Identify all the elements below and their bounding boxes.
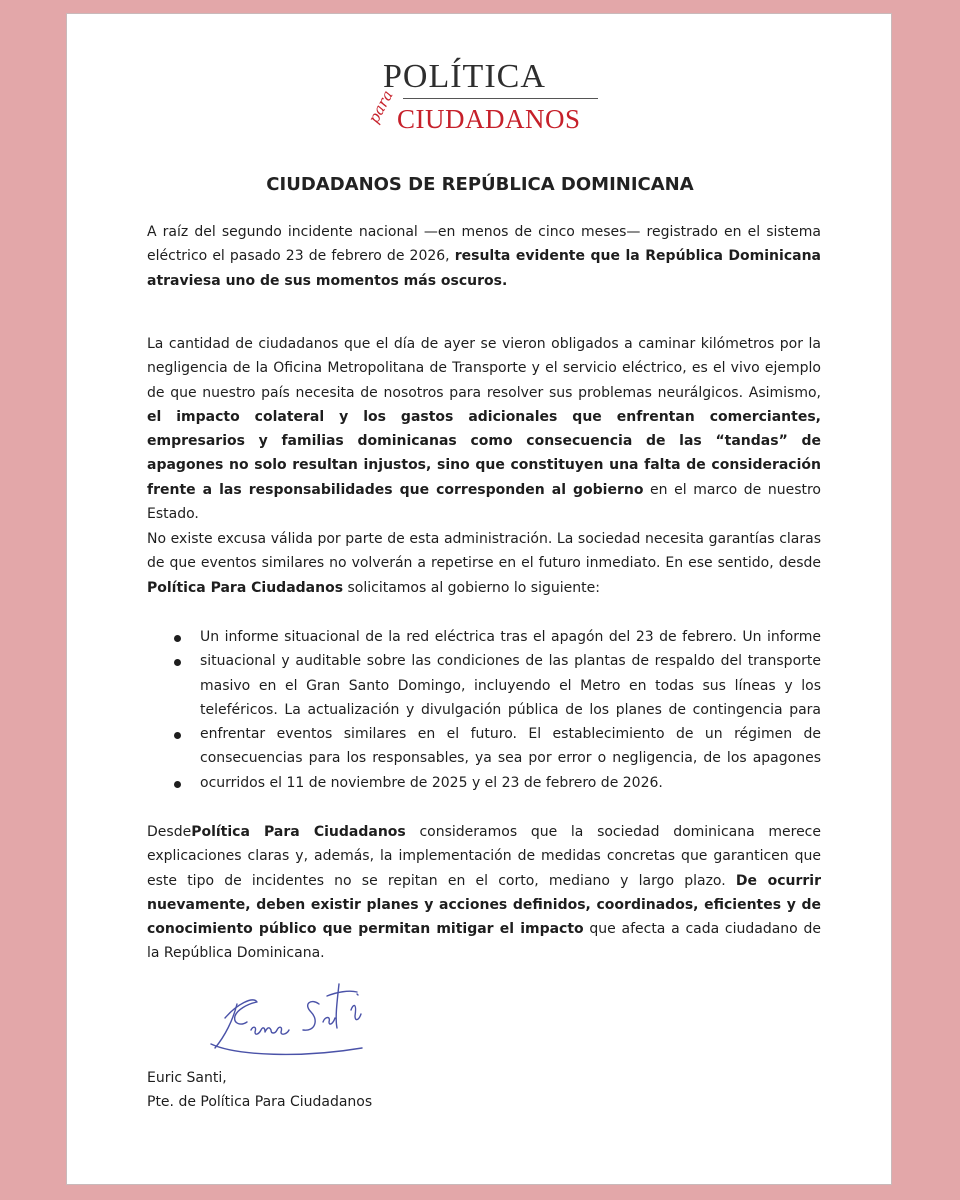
logo-word-politica: POLÍTICA <box>383 58 546 95</box>
paragraph-conclusion-text-1: Desde <box>147 824 192 840</box>
paragraph-demands-intro <box>147 527 821 600</box>
paragraph-conclusion <box>147 820 821 966</box>
paragraph-conclusion-text-2: consideramos que la sociedad dominicana merece explicaciones claras y, además, la implementación de medidas concretas que garanticen que este tipo de incidentes no se repitan en el corto, mediano y largo plazo. <box>147 824 821 889</box>
paragraph-impact-text-1: La cantidad de ciudadanos que el día de ayer se vieron obligados a caminar kilómetros por la negligencia de la Oficina Metropolitana de Transporte y el servicio eléctrico, es el vivo ejemplo de que nuestro país necesita de nosotros para resolver sus problemas neurálgicos. Asimismo, <box>147 336 821 401</box>
logo-word-para: para <box>364 87 397 127</box>
signer-name: Euric Santi, <box>147 1070 227 1086</box>
logo-divider <box>403 98 598 99</box>
handwritten-signature <box>207 964 377 1064</box>
paragraph-demands-org-name: Política Para Ciudadanos <box>147 579 344 596</box>
bullet-dot <box>174 732 181 739</box>
paragraph-conclusion-text-3: que afecta a cada ciudadano de la República Dominicana. <box>147 921 821 962</box>
letter-title: CIUDADANOS DE REPÚBLICA DOMINICANA <box>266 174 694 195</box>
bullet-dot <box>174 635 181 642</box>
paragraph-conclusion-org-name: Política Para Ciudadanos <box>191 824 406 840</box>
bullet-dot <box>174 659 181 666</box>
paragraph-intro-text: A raíz del segundo incidente nacional —en menos de cinco meses— registrado en el sistema eléctrico el pasado 23 de febrero de 2026, <box>147 224 821 265</box>
paragraph-impact-text-2: en el marco de nuestro Estado. <box>147 481 822 523</box>
signer-role: Pte. de Política Para Ciudadanos <box>147 1094 373 1110</box>
paragraph-conclusion-bold: De ocurrir nuevamente, deben existir planes y acciones definidos, coordinados, eficientes y de conocimiento público que permitan mitigar el impacto <box>147 872 821 938</box>
paragraph-impact <box>147 332 821 526</box>
requests-list: Un informe situacional de la red eléctrica tras el apagón del 23 de febrero. Un informe situacional y auditable sobre las condiciones de las plantas de respaldo del transporte masivo en el Gran Santo Domingo, incluyendo el Metro en todas sus líneas y los teleféricos. La actualización y divulgación pública de los planes de contingencia para enfrentar eventos similares en el futuro. El establecimiento de un régimen de consecuencias para los responsables, ya sea por error o negligencia, de los apagones ocurridos el 11 de noviembre de 2025 y el 23 de febrero de 2026. <box>200 629 821 791</box>
paragraph-demands-text-2: solicitamos al gobierno lo siguiente: <box>343 579 600 596</box>
paragraph-demands-text-1: No existe excusa válida por parte de esta administración. La sociedad necesita garantías claras de que eventos similares no volverán a repetirse en el futuro inmediato. En ese sentido, desde <box>147 531 821 572</box>
paragraph-intro <box>147 220 821 293</box>
logo-word-ciudadanos: CIUDADANOS <box>397 104 581 134</box>
bullet-dot <box>174 781 181 788</box>
paragraph-intro-bold: resulta evidente que la República Dominicana atraviesa uno de sus momentos más oscuros. <box>147 248 821 289</box>
letter-page <box>66 13 892 1185</box>
paragraph-impact-bold: el impacto colateral y los gastos adicionales que enfrentan comerciantes, empresarios y familias dominicanas como consecuencia de las “tandas” de apagones no solo resultan injustos, sino que constituyen una falta de consideración frente a las responsabilidades que corresponden al gobierno <box>147 408 821 498</box>
politica-para-ciudadanos-logo <box>364 58 607 150</box>
